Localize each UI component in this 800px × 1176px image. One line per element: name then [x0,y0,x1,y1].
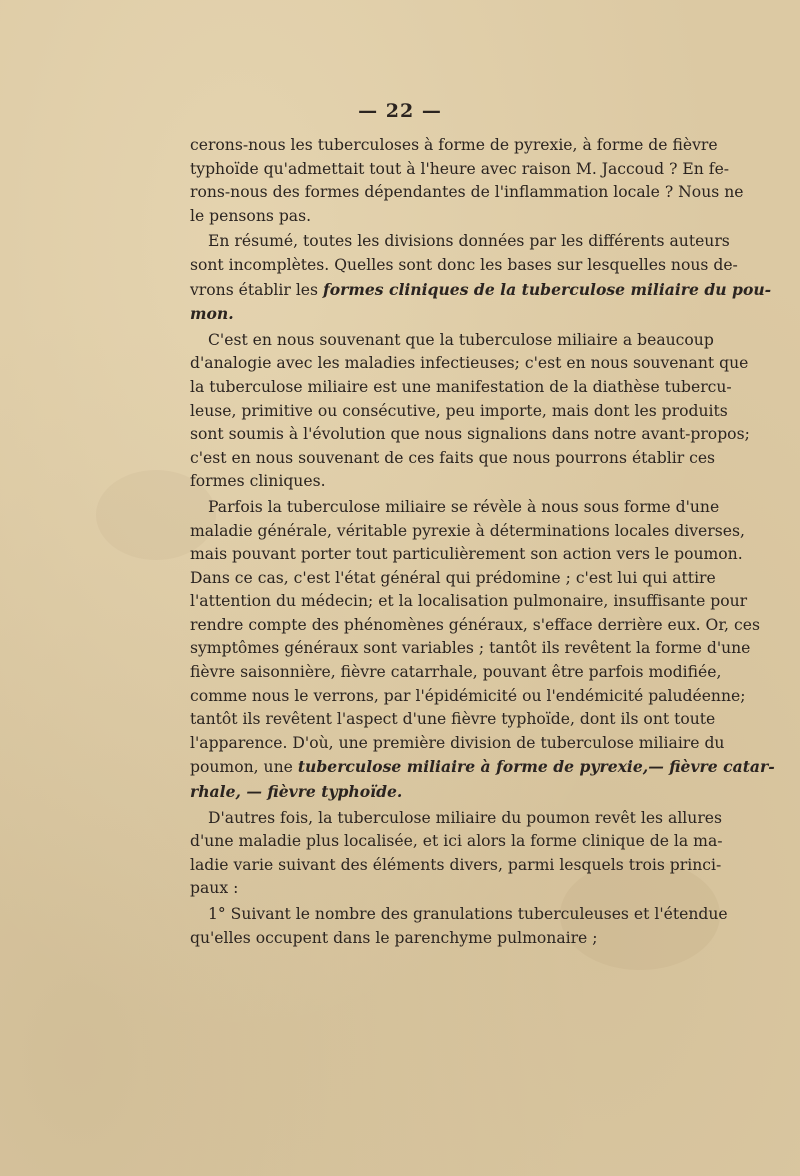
text-line: maladie générale, véritable pyrexie à déterminations locales diverses, [190,521,745,540]
text-line: tantôt ils revêtent l'aspect d'une fièvre typhoïde, dont ils ont toute [190,710,716,729]
text-line: 1° Suivant le nombre des granulations tuberculeuses et l'étendue [208,905,728,923]
text-line: En résumé, toutes les divisions données par les différents auteurs [208,232,730,251]
text-line [190,780,656,805]
text-line: le pensons pas. [190,206,312,225]
text-line: Dans ce cas, c'est l'état général qui prédomine ; c'est lui qui attire [190,568,716,587]
text-line: d'une maladie plus localisée, et ici alors la forme clinique de la ma- [190,832,723,851]
text-line: l'attention du médecin; et la localisation pulmonaire, insuffisante pour [190,592,748,611]
text-line: sont incomplètes. Quelles sont donc les bases sur lesquelles nous de- [190,255,738,274]
body-text [190,134,775,950]
italic-run: tuberculose miliaire à forme de pyrexie,— fièvre catar- [297,757,775,777]
paragraph-2 [190,230,772,326]
text-line: symptômes généraux sont variables ; tantôt ils revêtent la forme d'une [190,639,751,658]
text-line [190,278,772,303]
italic-run: rhale, — fièvre typhoïde. [190,782,403,802]
text-line [190,302,656,327]
text-line: comme nous le verrons, par l'épidémicité ou l'endémicité paludéenne; [190,686,746,705]
text-line: typhoïde qu'admettait tout à l'heure avec raison M. Jaccoud ? En fe- [190,159,730,178]
text-line: qu'elles occupent dans le parenchyme pulmonaire ; [190,928,598,947]
text-run: poumon, une [190,758,298,777]
paragraph-3 [190,329,750,494]
text-line: c'est en nous souvenant de ces faits que nous pourrons établir ces [190,448,716,467]
text-line: sont soumis à l'évolution que nous signalions dans notre avant-propos; [190,425,750,444]
text-line [190,755,775,780]
paragraph-1 [190,134,744,228]
text-run: vrons établir les [190,280,323,299]
text-line: la tuberculose miliaire est une manifestation de la diathèse tubercu- [190,377,732,396]
text-line: D'autres fois, la tuberculose miliaire du poumon revêt les allures [208,808,723,827]
page-number: — 22 — [358,100,442,122]
text-line: mais pouvant porter tout particulièrement son action vers le poumon. [190,545,743,564]
text-line: d'analogie avec les maladies infectieuses; c'est en nous souvenant que [190,354,749,373]
text-line: leuse, primitive ou consécutive, peu importe, mais dont les produits [190,401,728,420]
text-line: fièvre saisonnière, fièvre catarrhale, pouvant être parfois modifiée, [190,663,722,682]
paragraph-5 [190,807,723,901]
italic-run: mon. [190,304,234,324]
text-line: paux : [190,879,239,898]
text-line: Parfois la tuberculose miliaire se révèle à nous sous forme d'une [208,497,720,516]
italic-run: formes cliniques de la tuberculose miliaire du pou- [323,279,772,299]
text-line: formes cliniques. [190,472,326,491]
paragraph-6 [190,903,728,950]
paragraph-4 [190,496,775,805]
text-line: l'apparence. D'où, une première division de tuberculose miliaire du [190,733,725,752]
text-line: rendre compte des phénomènes généraux, s'efface derrière eux. Or, ces [190,615,760,634]
text-line: cerons-nous les tuberculoses à forme de pyrexie, à forme de fièvre [190,136,718,154]
text-line: ladie varie suivant des éléments divers, parmi lesquels trois princi- [190,855,722,874]
text-line: rons-nous des formes dépendantes de l'inflammation locale ? Nous ne [190,183,744,202]
text-line: C'est en nous souvenant que la tuberculose miliaire a beaucoup [208,330,714,349]
